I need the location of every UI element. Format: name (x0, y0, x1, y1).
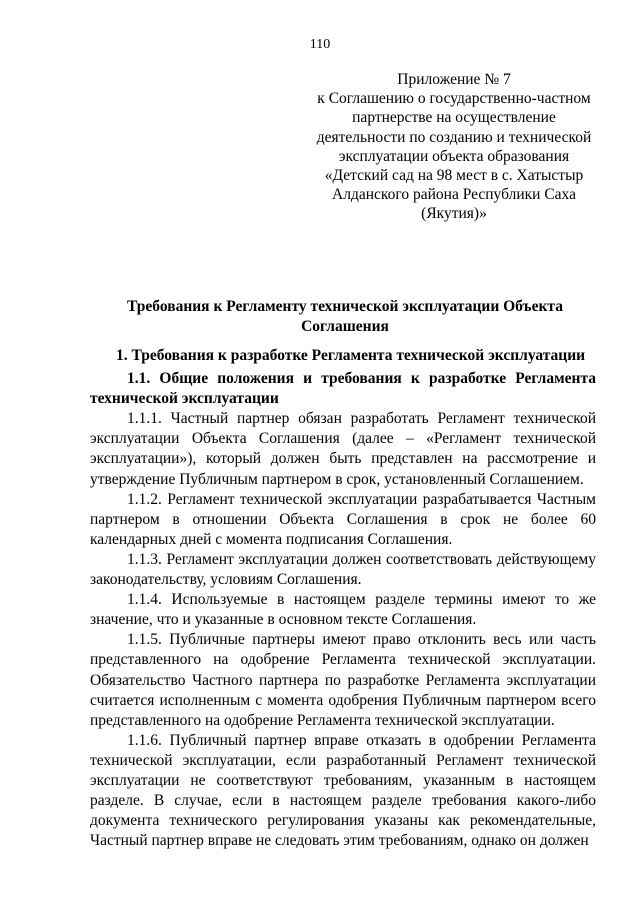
annex-line: к Соглашению о государственно-частном (317, 90, 591, 108)
annex-line: Приложение № 7 (397, 71, 511, 88)
annex-line: «Детский сад на 98 мест в с. Хатыстыр (324, 167, 584, 185)
paragraph: 1.1.6. Публичный партнер вправе отказать в одобрении Регламента технической эксплуатации, если разработанный Регламент технической эксплуатации не соответствуют требованиям, указанным в настоящем разделе. В случае, если в настоящем разделе требования какого-либо документа технического регулирования указаны как рекомендательные, Частный партнер вправе не следовать этим требованиям, однако он должен (90, 731, 596, 850)
annex-line: Алданского района Республики Саха (332, 186, 576, 204)
paragraph: 1.1.3. Регламент эксплуатации должен соответствовать действующему законодательству, условиям Соглашения. (90, 550, 596, 589)
page-number: 110 (309, 37, 331, 52)
annex-line: эксплуатации объекта образования (338, 147, 570, 165)
subsection-heading: 1.1. Общие положения и требования к разработке Регламента технической эксплуатации (90, 370, 596, 408)
title-line: Соглашения (301, 318, 389, 335)
annex-line: партнерстве на осуществление (352, 109, 556, 127)
paragraph: 1.1.1. Частный партнер обязан разработать Регламент технической эксплуатации Объекта Соглашения (далее – «Регламент технической эксплуатации»), который должен быть представлен на рассмотрение и утверждение Публичным партнером в срок, установленный Соглашением. (90, 410, 596, 488)
section-heading: 1. Требования к разработке Регламента технической эксплуатации (116, 347, 586, 364)
annex-header (312, 70, 596, 224)
document-title (95, 297, 595, 337)
title-line: Требования к Регламенту технической эксплуатации Объекта (127, 298, 563, 315)
annex-line: (Якутия)» (421, 205, 487, 223)
document-body (90, 346, 596, 851)
paragraph: 1.1.2. Регламент технической эксплуатации разрабатывается Частным партнером в отношении Объекта Соглашения в срок не более 60 календарных дней с момента подписания Соглашения. (90, 490, 596, 548)
paragraph: 1.1.5. Публичные партнеры имеют право отклонить весь или часть представленного на одобрение Регламента технической эксплуатации. Обязательство Частного партнера по разработке Регламента эксплуатации считается исполненным с момента одобрения Публичным партнером всего представленного на одобрение Регламента технической эксплуатации. (90, 631, 596, 729)
paragraph: 1.1.4. Используемые в настоящем разделе термины имеют то же значение, что и указанные в основном тексте Соглашения. (90, 591, 596, 629)
annex-line: деятельности по созданию и технической (316, 128, 592, 146)
